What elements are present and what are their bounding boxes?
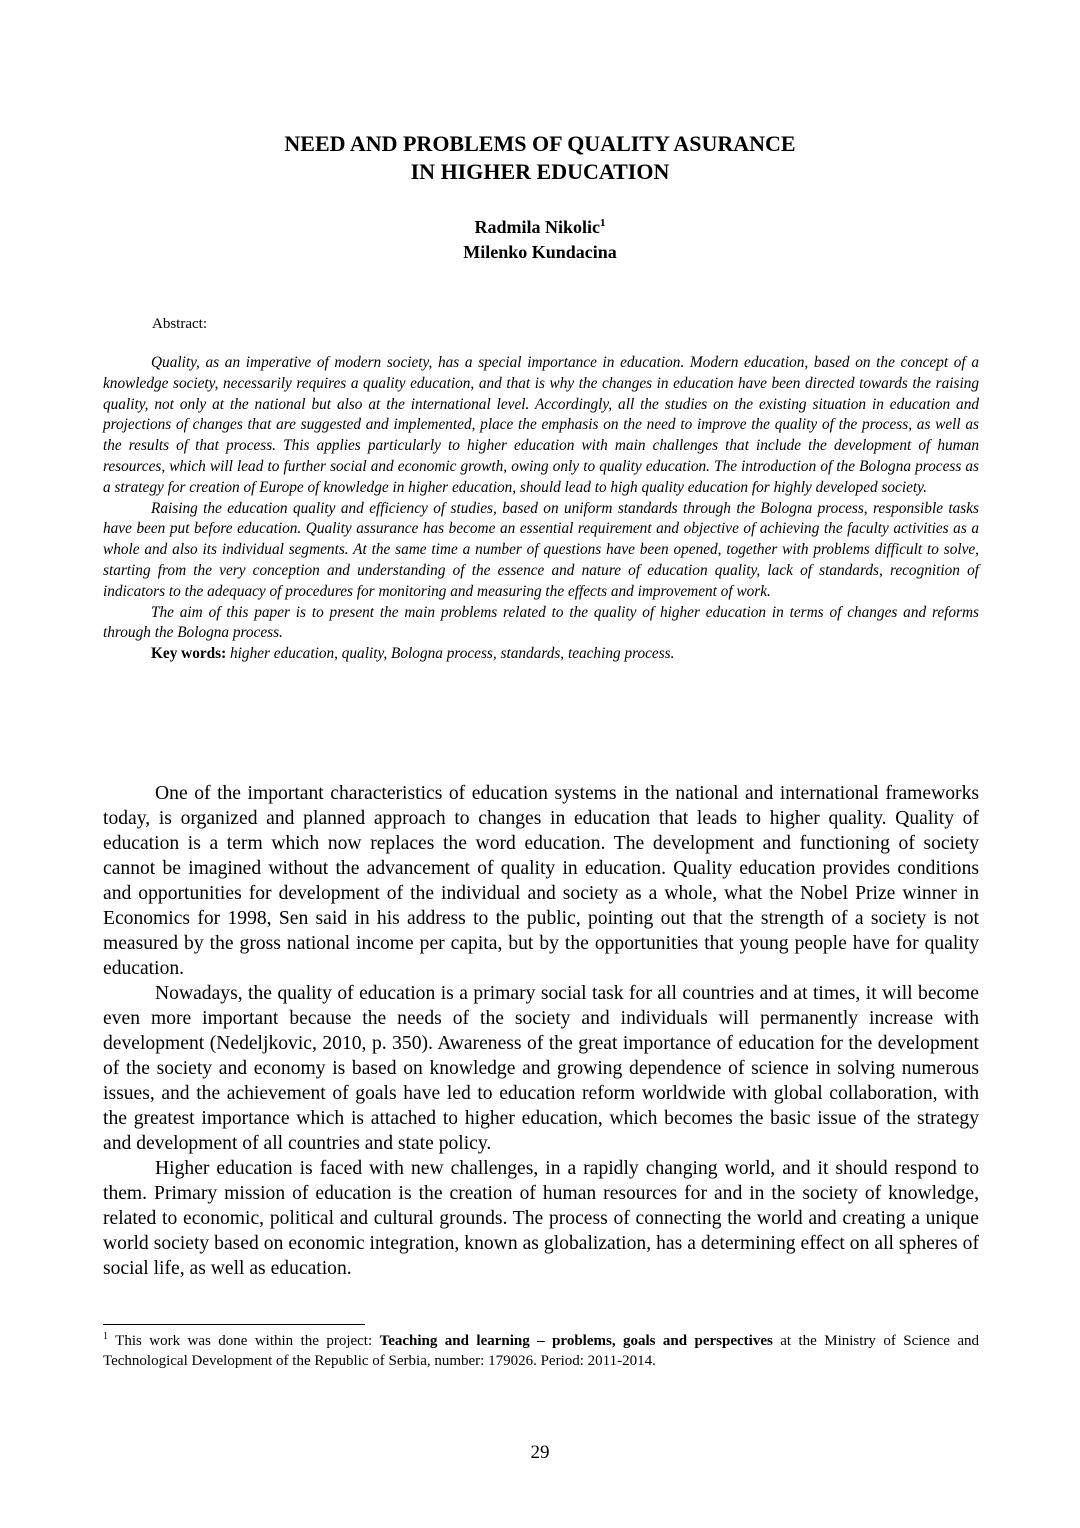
body-paragraph-2: Nowadays, the quality of education is a primary social task for all countries and at times, it will become even more important because the needs of the society and individuals will permanently increase with development (Nedeljkovic, 2010, p. 350). Awareness of the great importance of education for the development of the society and economy is based on knowledge and growing dependence of science in solving numerous issues, and the achievement of goals have led to education reform worldwide with global collaboration, with the greatest importance which is attached to higher education, which becomes the basic issue of the strategy and development of all countries and state policy.: [103, 983, 979, 1154]
body-paragraph-3: Higher education is faced with new challenges, in a rapidly changing world, and it should respond to them. Primary mission of education is the creation of human resources for and in the society of knowledge, related to economic, political and cultural grounds. The process of connecting the world and creating a unique world society based on economic integration, known as globalization, has a determining effect on all spheres of social life, as well as education.: [103, 1158, 979, 1279]
abstract-paragraph-1: Quality, as an imperative of modern society, has a special importance in education. Modern education, based on the concept of a knowledge society, necessarily requires a quality education, and that is why the changes in education have been directed towards the raising quality, not only at the national but also at the international level. Accordingly, all the studies on the existing situation in education and projections of changes that are suggested and implemented, place the emphasis on the need to improve the quality of the process, as well as the results of that process. This applies particularly to higher education with main challenges that include the development of human resources, which will lead to further social and economic growth, owing only to quality education. The introduction of the Bologna process as a strategy for creation of Europe of knowledge in higher education, should lead to high quality education for highly developed society.: [103, 354, 979, 496]
footnote: [103, 1331, 979, 1371]
author-list: [0, 215, 1080, 265]
paper-title-line-1: NEED AND PROBLEMS OF QUALITY ASURANCE: [284, 131, 796, 156]
abstract-label: Abstract:: [152, 316, 207, 332]
body-text: [103, 781, 979, 1281]
page-number: 29: [530, 1442, 550, 1463]
footnote-text-after: at the Ministry of Science and Technological Development of the Republic of Serbia, number: 179026. Period: 2011-2014.: [103, 1333, 980, 1369]
footnote-text-before: This work was done within the project:: [108, 1333, 380, 1349]
footnote-project-name: Teaching and learning – problems, goals and perspectives: [379, 1333, 773, 1349]
abstract-paragraph-2: Raising the education quality and efficiency of studies, based on uniform standards through the Bologna process, responsible tasks have been put before education. Quality assurance has become an essential requirement and objective of achieving the faculty activities as a whole and also its individual segments. At the same time a number of questions have been opened, together with problems difficult to solve, starting from the very conception and understanding of the essence and nature of education quality, lack of standards, recognition of indicators to the adequacy of procedures for monitoring and measuring the effects and improvement of work.: [103, 499, 979, 600]
abstract-paragraph-3: The aim of this paper is to present the main problems related to the quality of higher education in terms of changes and reforms through the Bologna process.: [103, 603, 979, 642]
author-1: [0, 215, 1080, 240]
footnote-divider: [103, 1324, 365, 1325]
body-paragraph-1: One of the important characteristics of education systems in the national and international frameworks today, is organized and planned approach to changes in education that leads to higher quality. Quality of education is a term which now replaces the word education. The development and functioning of society cannot be imagined without the advancement of quality in education. Quality education provides conditions and opportunities for development of the individual and society as a whole, what the Nobel Prize winner in Economics for 1998, Sen said in his address to the public, pointing out that the strength of a society is not measured by the gross national income per capita, but by the opportunities that young people have for quality education.: [103, 783, 979, 979]
footnote-mark: 1: [103, 1331, 108, 1342]
author-name: Radmila Nikolic: [474, 217, 600, 237]
keywords-list: higher education, quality, Bologna process, standards, teaching process.: [230, 645, 675, 663]
paper-title: [0, 130, 1080, 186]
keywords-label: Key words:: [151, 645, 227, 663]
author-footnote-mark[interactable]: 1: [600, 217, 606, 229]
keywords: [103, 644, 979, 665]
paper-title-line-2: IN HIGHER EDUCATION: [410, 159, 670, 184]
abstract: [103, 353, 979, 665]
author-2: [0, 240, 1080, 265]
author-name: Milenko Kundacina: [463, 242, 617, 262]
